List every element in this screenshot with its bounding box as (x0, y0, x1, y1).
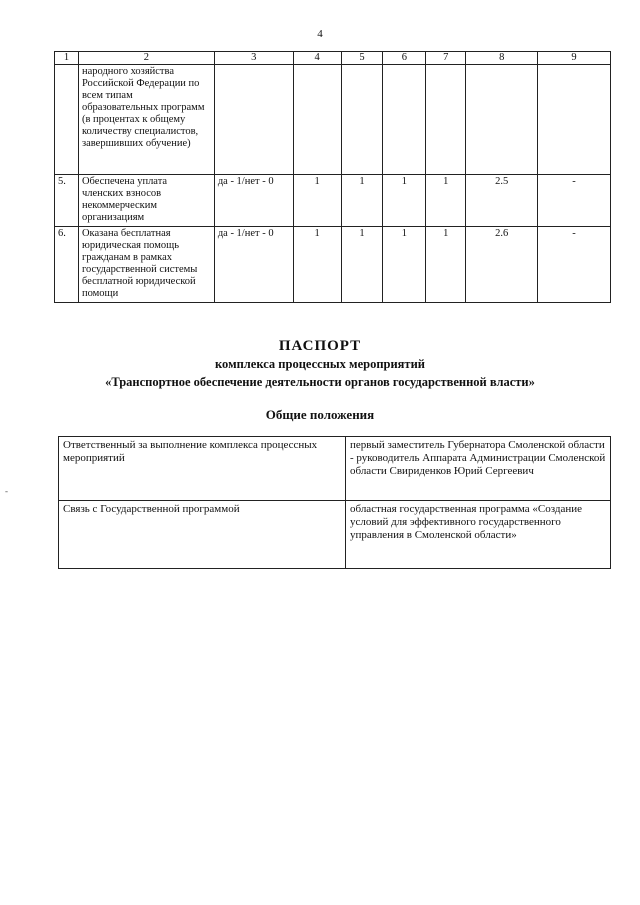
general-provisions-table (58, 436, 611, 569)
info-label: Связь с Государственной программой (59, 501, 346, 569)
row-value: 2.6 (466, 227, 538, 303)
info-label: Ответственный за выполнение комплекса процессных мероприятий (59, 437, 346, 501)
table-row (55, 175, 611, 227)
info-value: областная государственная программа «Создание условий для эффективного государственного управления в Смоленской области» (346, 501, 611, 569)
passport-name: «Транспортное обеспечение деятельности органов государственной власти» (105, 375, 535, 389)
header-cell: 4 (293, 52, 341, 65)
row-name: Оказана бесплатная юридическая помощь гражданам в рамках государственной системы бесплатной юридической помощи (78, 227, 214, 303)
row-value: 2.5 (466, 175, 538, 227)
header-cell: 6 (383, 52, 426, 65)
passport-subtitle: комплекса процессных мероприятий (215, 357, 425, 371)
row-value: 1 (341, 175, 383, 227)
header-cell: 3 (214, 52, 293, 65)
info-value: первый заместитель Губернатора Смоленской области - руководитель Аппарата Администрации Смоленской области Свириденков Юрий Сергеевич (346, 437, 611, 501)
continuation-text: народного хозяйства Российской Федерации по всем типам образовательных программ (в процентах к общему количеству специалистов, завершивших обучение) (78, 65, 214, 175)
row-number: 6. (55, 227, 79, 303)
row-value: 1 (293, 175, 341, 227)
header-cell: 1 (55, 52, 79, 65)
row-value: 1 (341, 227, 383, 303)
header-cell: 9 (538, 52, 611, 65)
table-row (59, 437, 611, 501)
table-row (55, 227, 611, 303)
row-value: 1 (383, 175, 426, 227)
header-cell: 2 (78, 52, 214, 65)
indicators-table (54, 51, 611, 303)
row-unit: да - 1/нет - 0 (214, 227, 293, 303)
row-number: 5. (55, 175, 79, 227)
table-row (59, 501, 611, 569)
row-value: 1 (426, 227, 466, 303)
table-row (55, 65, 611, 175)
table-header-row (55, 52, 611, 65)
row-value: 1 (293, 227, 341, 303)
row-name: Обеспечена уплата членских взносов некоммерческим организациям (78, 175, 214, 227)
row-unit: да - 1/нет - 0 (214, 175, 293, 227)
page-number: 4 (317, 28, 323, 40)
header-cell: 7 (426, 52, 466, 65)
row-value: - (538, 227, 611, 303)
passport-title: ПАСПОРТ (278, 338, 362, 354)
row-value: 1 (383, 227, 426, 303)
section-title: Общие положения (265, 407, 375, 422)
header-cell: 8 (466, 52, 538, 65)
header-cell: 5 (341, 52, 383, 65)
row-value: 1 (426, 175, 466, 227)
margin-mark: - (5, 486, 8, 496)
row-value: - (538, 175, 611, 227)
